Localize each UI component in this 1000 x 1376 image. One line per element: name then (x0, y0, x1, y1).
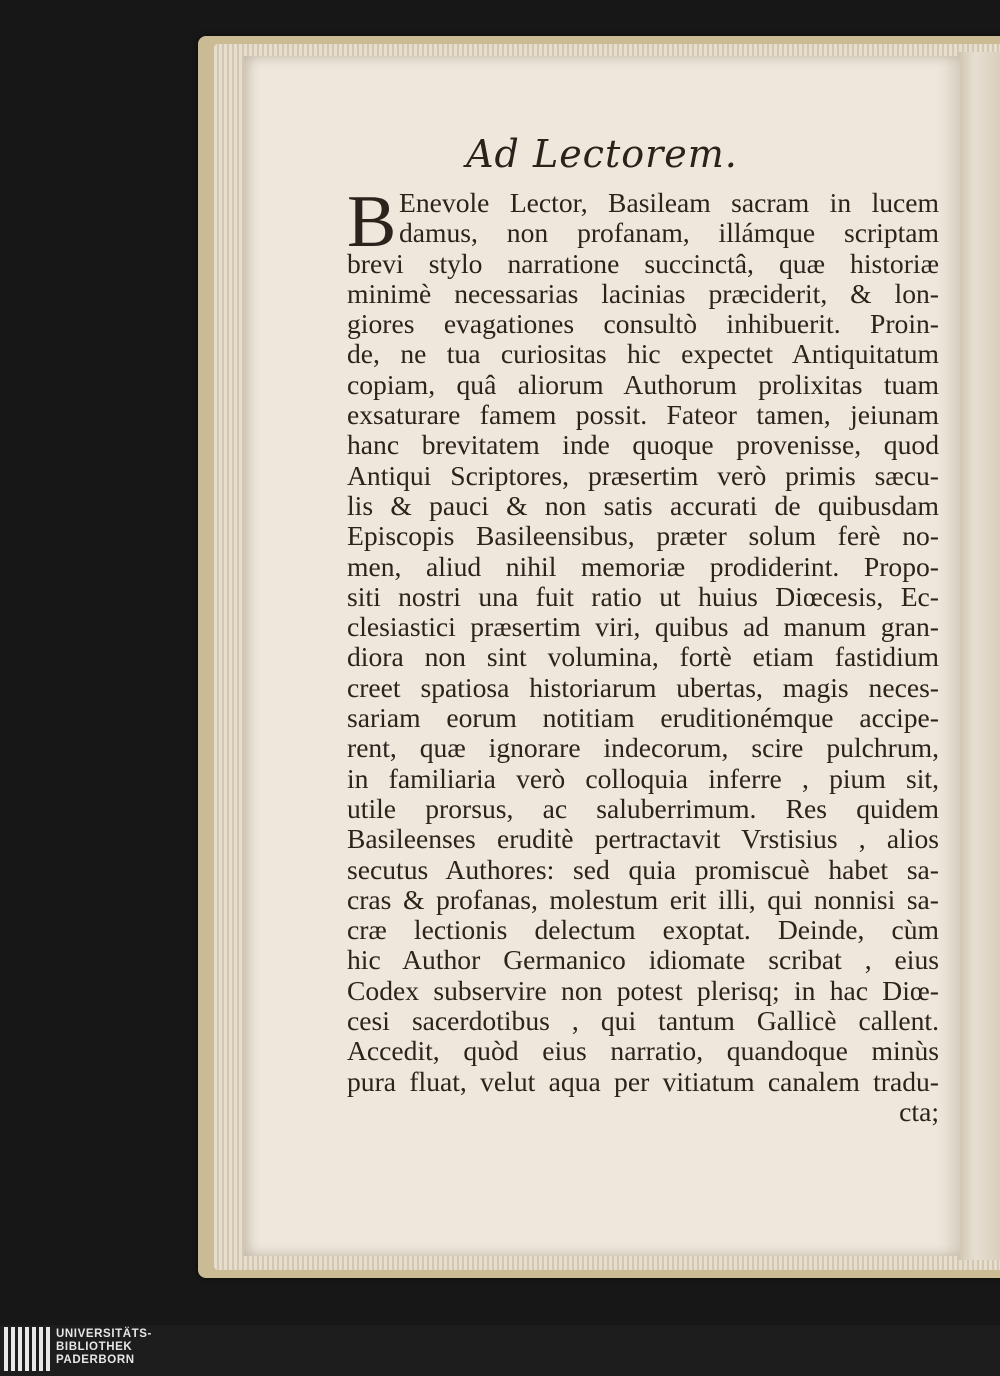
text-line: secutus Authores: sed quia promiscuè habet sa- (347, 853, 939, 885)
logo-line: UNIVERSITÄTS- (56, 1328, 152, 1340)
text-line: clesiastici præsertim viri, quibus ad manum gran- (347, 611, 939, 643)
text-line: creet spatiosa historiarum ubertas, magis neces- (347, 671, 939, 703)
text-line: in familiaria verò colloquia inferre , pium sit, (347, 762, 939, 794)
drop-cap: B (347, 181, 397, 263)
text-line: hic Author Germanico idiomate scribat , eius (347, 944, 939, 976)
logo-line: BIBLIOTHEK (56, 1341, 133, 1353)
text-line: hanc brevitatem inde quoque provenisse, quod (347, 429, 939, 461)
text-line: Basileenses eruditè pertractavit Vrstisius , alios (347, 823, 939, 855)
text-line: sariam eorum notitiam eruditionémque accipe- (347, 702, 939, 734)
text-line: utile prorsus, ac saluberrimum. Res quidem (347, 792, 939, 824)
page-body-text (347, 181, 939, 1127)
text-line: cras & profanas, molestum erit illi, qui nonnisi sa- (347, 883, 939, 915)
text-line: cræ lectionis delectum exoptat. Deinde, cùm (347, 914, 939, 946)
text-line: copiam, quâ aliorum Authorum prolixitas tuam (347, 368, 939, 400)
facing-page-edge (958, 52, 1000, 1260)
text-line: damus, non profanam, illámque scriptam (399, 217, 939, 249)
library-logo-icon (4, 1327, 52, 1371)
text-line: Antiqui Scriptores, præsertim verò primis sæcu- (347, 459, 939, 491)
text-line: pura fluat, velut aqua per vitiatum canalem tradu- (347, 1065, 939, 1097)
text-line: men, aliud nihil memoriæ prodiderint. Propo- (347, 550, 939, 582)
text-line: de, ne tua curiositas hic expectet Antiquitatum (347, 338, 939, 370)
text-line: siti nostri una fuit ratio ut huius Diœcesis, Ec- (347, 580, 939, 612)
text-line: cesi sacerdotibus , qui tantum Gallicè callent. (347, 1005, 939, 1037)
text-line: Episcopis Basileensibus, præter solum ferè no- (347, 520, 939, 552)
page-heading: Ad Lectorem. (466, 132, 738, 176)
logo-line: PADERBORN (56, 1354, 135, 1366)
text-line: minimè necessarias lacinias præciderit, & lon- (347, 277, 939, 309)
library-logo-text (56, 1328, 152, 1367)
text-line: giores evagationes consultò inhibuerit. Proin- (347, 308, 939, 340)
text-line: Enevole Lector, Basileam sacram in lucem (399, 187, 939, 218)
text-line: brevi stylo narratione succinctâ, quæ historiæ (347, 247, 939, 279)
text-line: diora non sint volumina, fortè etiam fastidium (347, 641, 939, 673)
text-line: exsaturare famem possit. Fateor tamen, jeiunam (347, 399, 939, 431)
text-line: rent, quæ ignorare indecorum, scire pulchrum, (347, 732, 939, 764)
text-line: Codex subservire non potest plerisq; in hac Diœ- (347, 974, 939, 1006)
text-line: lis & pauci & non satis accurati de quibusdam (347, 489, 939, 521)
catchword: cta; (899, 1095, 939, 1127)
book-page (244, 56, 960, 1256)
text-line: Accedit, quòd eius narratio, quandoque minùs (347, 1035, 939, 1067)
